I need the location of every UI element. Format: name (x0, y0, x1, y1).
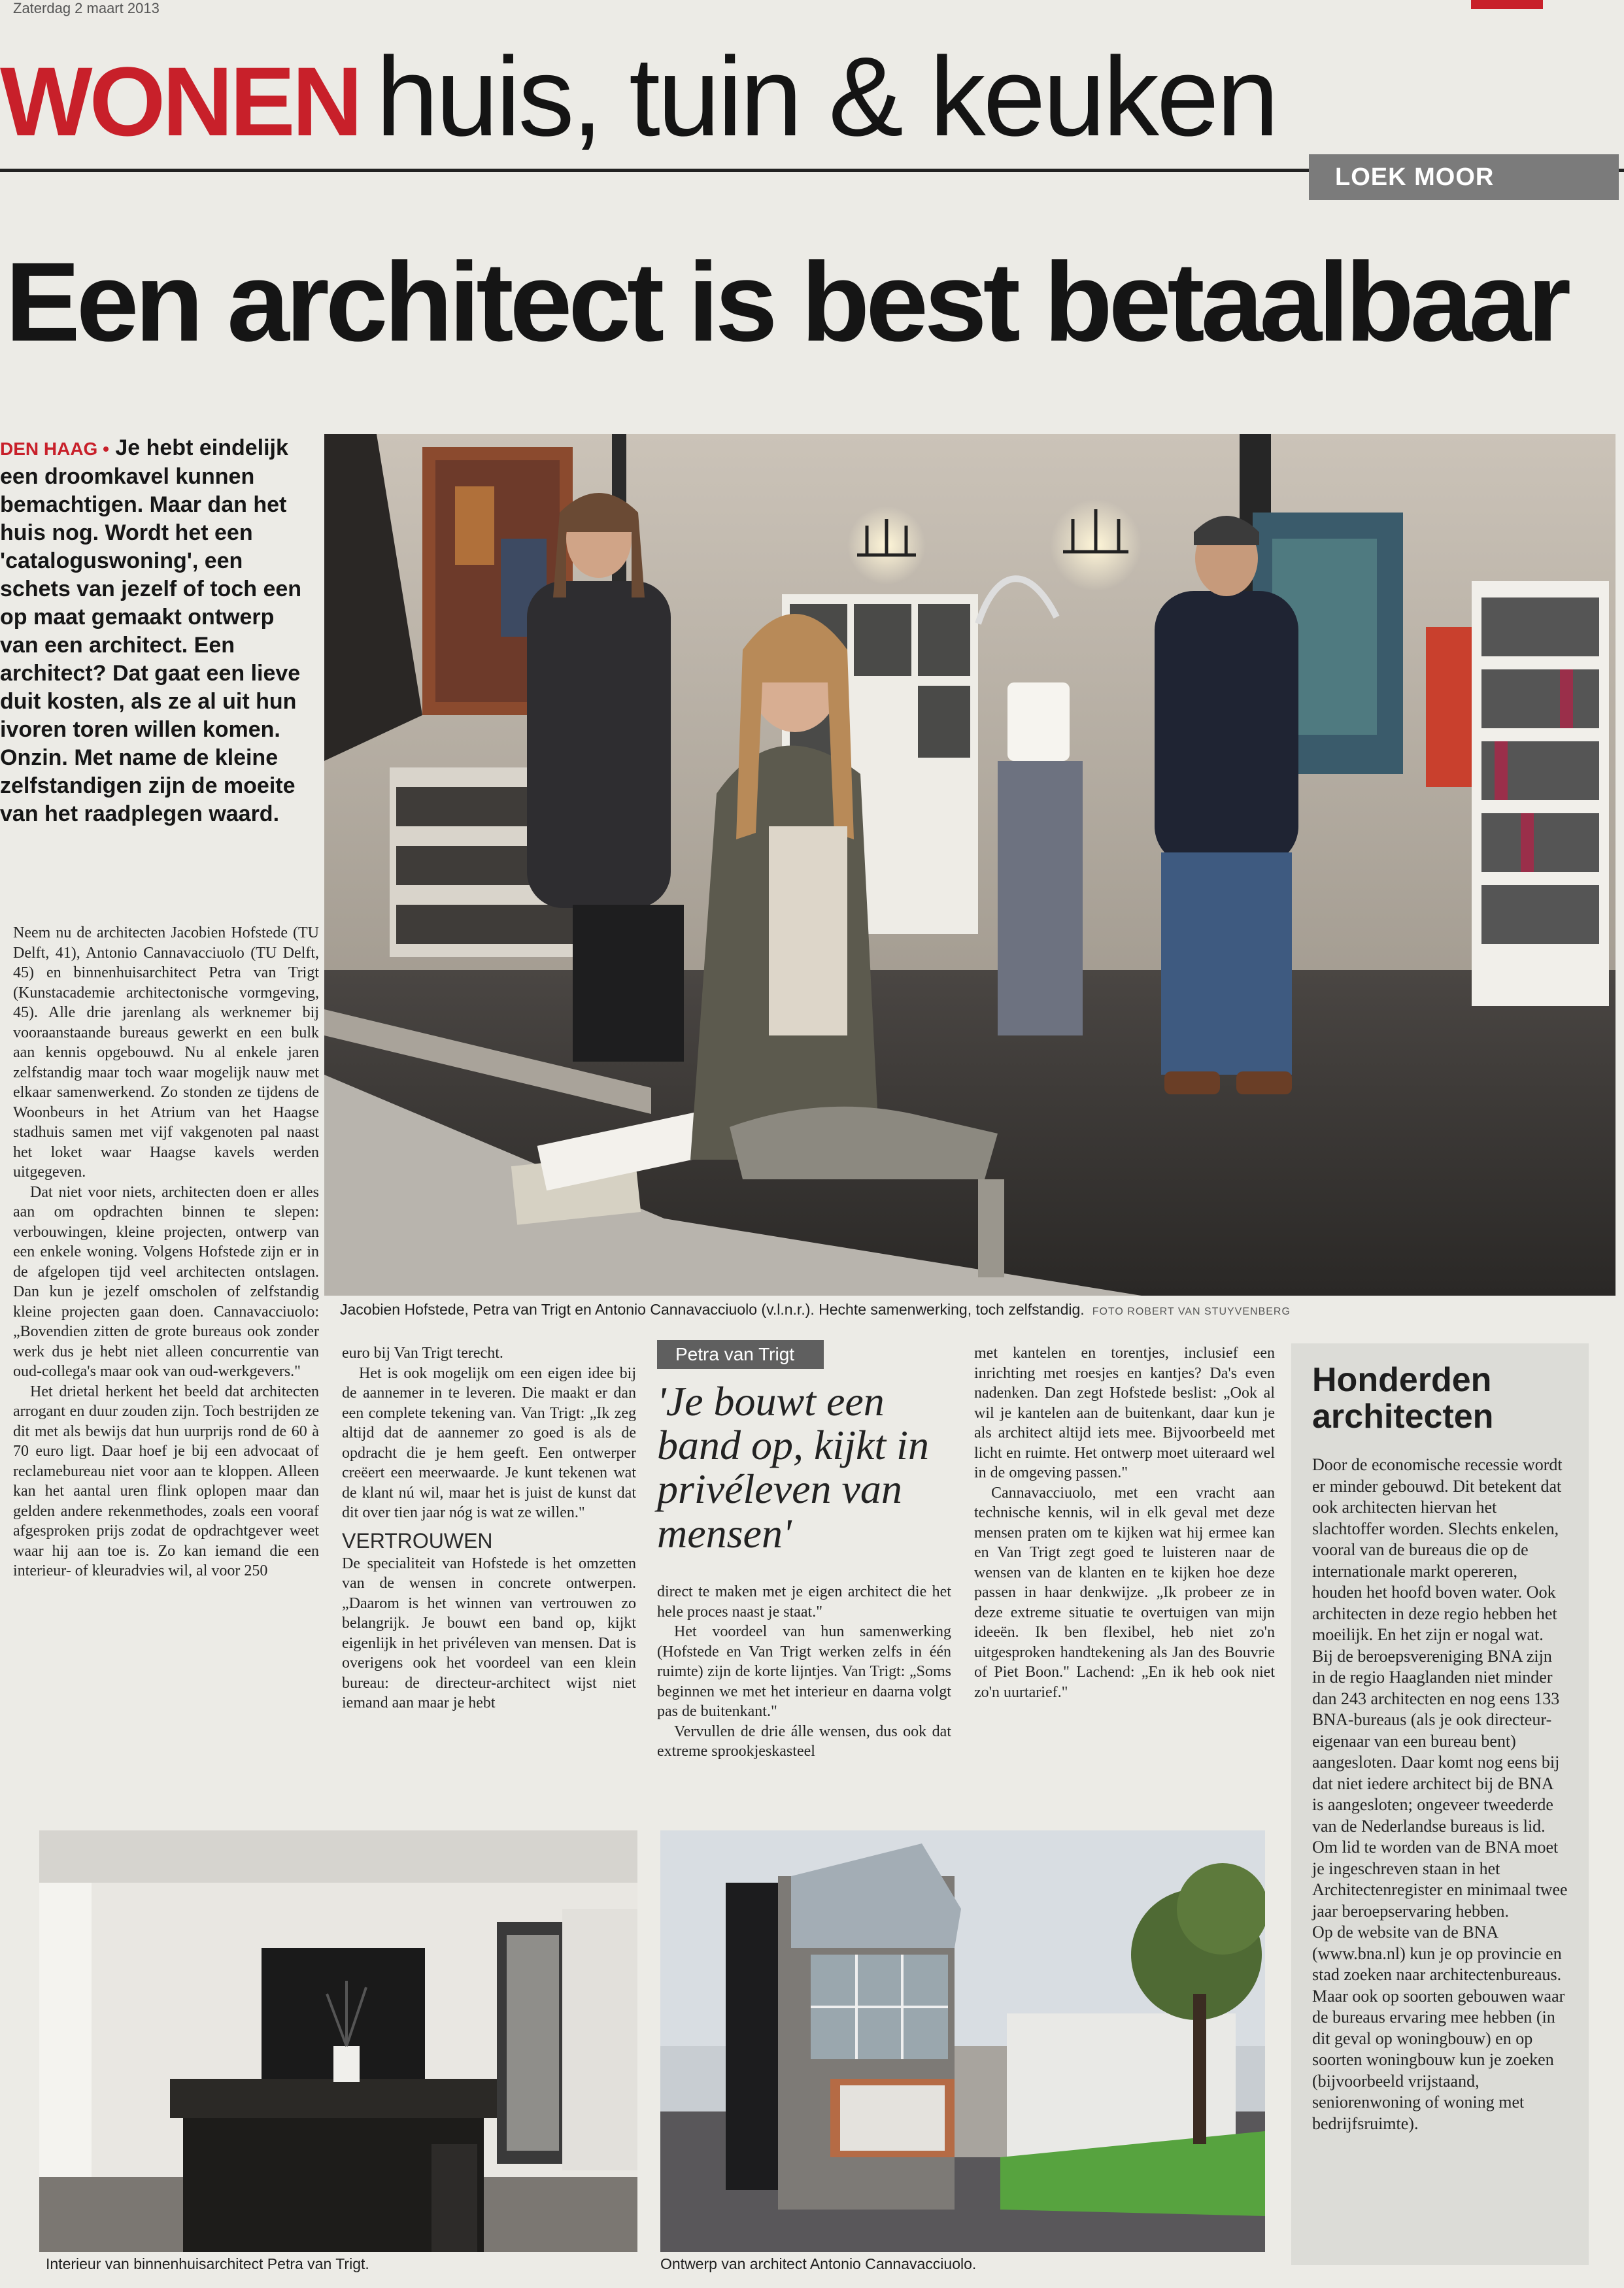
design-render-image (660, 1830, 1265, 2252)
col1-paragraph-1: Neem nu de architecten Jacobien Hofstede (TU Delft, 41), Antonio Cannavacciuolo (TU Delft, 45) en binnenhuisarchitect Petra van Trigt (Kunstacademie architectonische vormgeving, 45). Alle drie jarenlang als werknemer bij vooraanstaande bureaus gewerkt en een bulk aan kennis opgebouwd. Nu al enkele jaren zelfstandig maar toch waar mogelijk nauw met elkaar samenwerkend. Zo stonden ze tijdens de Woonbeurs in het Atrium van het Haagse stadhuis samen met vijf vakgenoten pal naast het loket waar Haagse kavels werden uitgegeven. (13, 924, 319, 1181)
sidebar-title: Honderden architecten (1312, 1361, 1494, 1436)
pull-quote: 'Je bouwt een band op, kijkt in privéleven van mensen' (657, 1378, 929, 1556)
main-caption-text: Jacobien Hofstede, Petra van Trigt en Antonio Cannavacciuolo (v.l.n.r.). Hechte samenwerking, toch zelfstandig. (340, 1301, 1085, 1318)
interior-photo-image (39, 1830, 637, 2252)
main-photo (324, 434, 1616, 1296)
photo-credit: FOTO ROBERT VAN STUYVENBERG (1092, 1306, 1291, 1317)
body-column-1 (13, 923, 319, 1581)
byline: LOEK MOOR (1309, 154, 1619, 200)
col2-paragraph-1: euro bij Van Trigt terecht. (342, 1345, 503, 1362)
col3-paragraph-2: Het voordeel van hun samenwerking (Hofstede en Van Trigt werken zelfs in één ruimte) zijn de korte lijntjes. Van Trigt: „Soms beginnen we met het interieur en daarna volgt pas de buitenkant." (657, 1623, 951, 1720)
col4-paragraph-1: met kantelen en torentjes, inclusief een inrichting met roesjes en kantjes? Da's even nadenken. Dan zegt Hofstede beslist: „Ook al wil je kantelen aan de buitenkant, daar kun je als architect altijd iets mee. Bijvoorbeeld met licht en ruimte. Het ontwerp moet uiteraard wel in de omgeving passen." (974, 1345, 1275, 1481)
body-column-4 (974, 1343, 1275, 1702)
col3-paragraph-3: Vervullen de drie álle wensen, dus ook dat extreme sprookjeskasteel (657, 1723, 951, 1760)
body-column-3 (657, 1582, 951, 1762)
interior-photo (39, 1830, 637, 2252)
col3-paragraph-1: direct te maken met je eigen architect die het hele proces naast je staat." (657, 1583, 951, 1621)
top-accent-bar (1471, 0, 1543, 9)
quote-label: Petra van Trigt (657, 1340, 824, 1369)
col1-paragraph-3: Het drietal herkent het beeld dat architecten arrogant en duur zouden zijn. Toch bestrijden ze dit met als bewijs dat hun uurprijs rond de 60 à 70 euro ligt. Daar hoef je bij een advocaat of reclamebureau niet voor aan te kloppen. Alleen kan het aantal uren flink oplopen maar dan gelden andere rekenmethodes, zoals een vooraf afgesproken prijs zodat de opdrachtgever weet waar hij aan toe is. Zo kan iemand die een interieur- of kleuradvies wil, al voor 250 (13, 1383, 319, 1579)
lead-text: Je hebt eindelijk een droomkavel kunnen bemachtigen. Maar dan het huis nog. Wordt het een 'cataloguswoning', een schets van jezelf of toch een op maat gemaakt ontwerp van een architect. Een architect? Dat gaat een lieve duit kosten, als ze al uit hun ivoren toren willen komen. Onzin. Met name de kleine zelfstandigen zijn de moeite van het raadplegen waard. (0, 435, 302, 826)
col1-paragraph-2: Dat niet voor niets, architecten doen er alles aan om opdrachten binnen te slepen: verbouwingen, kleine projecten, ontwerp van een enkele woning. Volgens Hofstede zijn er in de afgelopen tijd veel architecten ontslagen. Dan kun je jezelf omscholen of zelfstandig kleine projecten gaan doen. Cannavacciuolo: „Bovendien zitten de grote bureaus ook zonder werk dus je hebt niet alleen concurrentie van oud-collega's maar ook van oud-werkgevers." (13, 1183, 319, 1380)
section-title: huis, tuin & keuken (376, 34, 1277, 160)
design-render (660, 1830, 1265, 2252)
lead-paragraph (0, 434, 314, 828)
sidebar-box (1291, 1343, 1589, 2265)
col4-paragraph-2: Cannavacciuolo, met een vracht aan technische kennis, wil in elk geval met deze mensen praten om te kijken wat hij ermee kan en Van Trigt zegt goed te luisteren naar de wensen van de klanten en te kijken hoe deze passen in haar denkwijze. „Ik probeer ze in deze extreme situatie te overtuigen van mijn ideeën. Ik ben flexibel, heb niet zo'n uitgesproken handtekening als Jan des Bouvrie of Piet Boon." Lachend: „En ik heb ook niet zo'n uurtarief." (974, 1484, 1275, 1701)
subheading-vertrouwen: VERTROUWEN (342, 1528, 493, 1553)
main-photo-image (324, 434, 1616, 1296)
headline: Een architect is best betaalbaar (5, 239, 1568, 365)
interior-caption: Interieur van binnenhuisarchitect Petra van Trigt. (46, 2255, 369, 2272)
main-photo-caption (340, 1301, 1291, 1319)
section-tag: WONEN (0, 46, 360, 156)
body-column-2 (342, 1343, 636, 1713)
design-caption: Ontwerp van architect Antonio Cannavacciuolo. (660, 2255, 977, 2272)
dateline: Zaterdag 2 maart 2013 (13, 0, 160, 16)
lead-city: DEN HAAG • (0, 439, 109, 459)
sidebar-text-2: Op de website van de BNA (www.bna.nl) kun je op provincie en stad zoeken naar architectenbureaus. Maar ook op soorten gebouwen waar de bureaus ervaring mee hebben (in dit geval op woningbouw) en op soorten woningbouw kun je zoeken (bijvoorbeeld vrijstaand, seniorenwoning of woning met bedrijfsruimte). (1312, 1923, 1565, 2133)
col2-paragraph-3: De specialiteit van Hofstede is het omzetten van de wensen in concrete ontwerpen. „Daarom is het winnen van vertrouwen zo belangrijk. Je bouwt een band op, kijkt eigenlijk in het privéleven van mensen. Dat is overigens ook het voordeel van een klein bureau: de directeur-architect wijst niet iemand aan maar je hebt (342, 1555, 636, 1712)
sidebar-text: Door de economische recessie wordt er minder gebouwd. Dit betekent dat ook architecten hiervan het slachtoffer worden. Slechts enkelen, vooral van de bureaus die op de internationale markt opereren, houden het hoofd boven water. Ook architecten in deze regio hebben het moeilijk. En het zijn er nogal wat. Bij de beroepsvereniging BNA zijn in de regio Haaglanden niet minder dan 243 architecten en nog eens 133 BNA-bureaus (als je ook directeur-eigenaar van een bureau bent) aangesloten. Daar komt nog eens bij dat niet iedere architect bij de BNA is aangesloten; ongeveer tweederde van de Nederlandse bureaus is lid. Om lid te worden van de BNA moet je ingeschreven staan in het Architectenregister en minimaal twee jaar beroepservaring hebben. (1312, 1455, 1568, 1921)
col2-paragraph-2: Het is ook mogelijk om een eigen idee bij de aannemer in te leveren. Die maakt er dan een complete tekening van. Van Trigt: „Ik zeg altijd dat de aannemer zo goed is als de opdracht die je hem geeft. Een ontwerper creëert een meerwaarde. Je kunt tekenen wat de klant nú wil, maar het is juist de kunst dat dit over tien jaar nóg is wat ze willen." (342, 1364, 636, 1521)
